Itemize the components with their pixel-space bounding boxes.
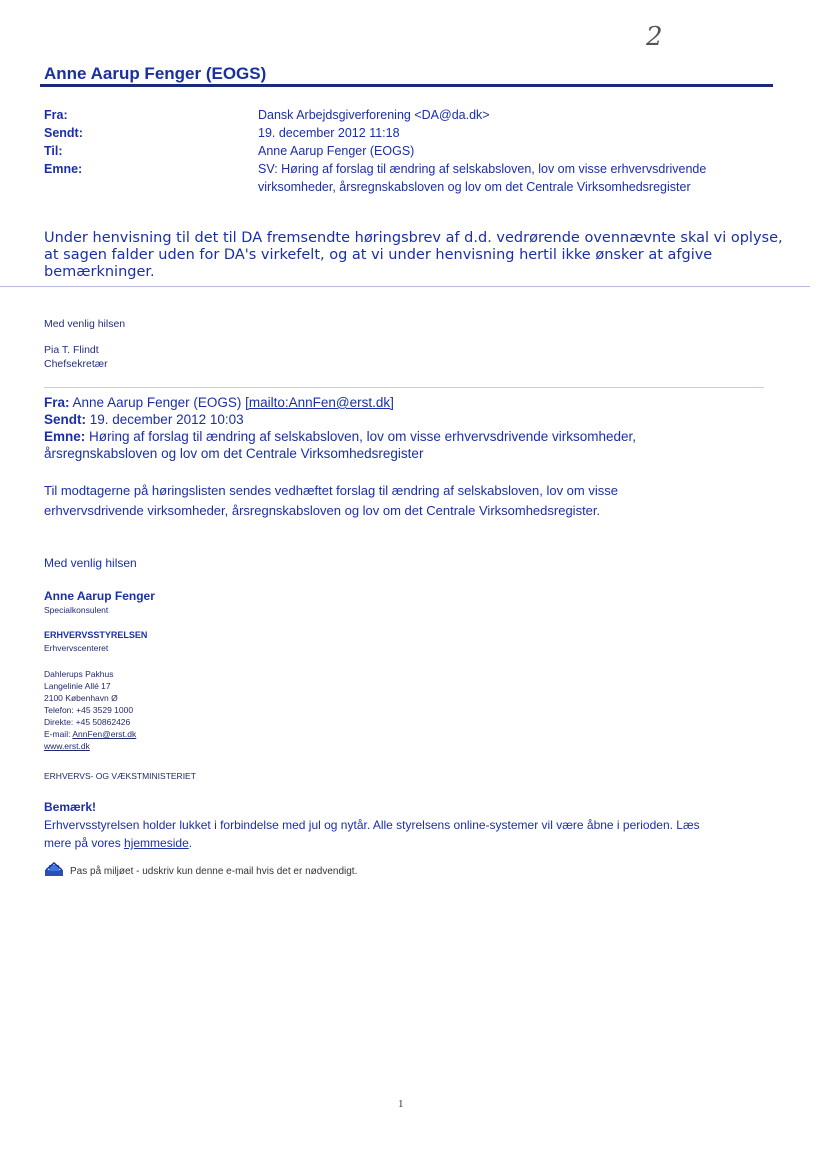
reply-signer-role: Chefsekretær bbox=[44, 358, 108, 370]
email-label: E-mail: bbox=[44, 729, 73, 739]
printer-icon bbox=[44, 862, 64, 881]
sent-label: Sendt: bbox=[44, 126, 83, 140]
ministry-name: ERHVERVS- OG VÆKSTMINISTERIET bbox=[44, 771, 196, 781]
phone-line: Telefon: +45 3529 1000 bbox=[44, 705, 134, 715]
sent-value: 19. december 2012 11:18 bbox=[258, 126, 400, 140]
from-label: Fra: bbox=[44, 108, 68, 122]
direct-line: Direkte: +45 50862426 bbox=[44, 717, 131, 727]
signature-name: Anne Aarup Fenger bbox=[44, 589, 155, 603]
reply-body bbox=[44, 230, 784, 281]
fwd-sent-label: Sendt: bbox=[44, 412, 86, 427]
fwd-subject-row bbox=[44, 428, 636, 445]
address-line-1: Dahlerups Pakhus bbox=[44, 669, 114, 679]
notice-line-1: Erhvervsstyrelsen holder lukket i forbindelse med jul og nytår. Alle styrelsens online-systemer vil være åbne i perioden. Læs bbox=[44, 818, 700, 832]
address-line-3: 2100 København Ø bbox=[44, 693, 118, 703]
signature-org: ERHVERVSSTYRELSEN bbox=[44, 630, 148, 640]
address-line-2: Langelinie Allé 17 bbox=[44, 681, 111, 691]
signature-dept: Erhvervscenteret bbox=[44, 643, 109, 653]
reply-line-1: Under henvisning til det til DA fremsendte høringsbrev af d.d. vedrørende ovennævnte skal vi oplyse, bbox=[44, 230, 783, 246]
website-link[interactable]: www.erst.dk bbox=[44, 741, 90, 751]
homepage-link[interactable]: hjemmeside bbox=[124, 836, 189, 850]
to-value: Anne Aarup Fenger (EOGS) bbox=[258, 144, 415, 158]
email-line bbox=[44, 728, 136, 740]
handwritten-page-mark: 2 bbox=[646, 22, 663, 52]
notice-line-2-suffix: . bbox=[188, 836, 193, 850]
reply-line-3: bemærkninger. bbox=[44, 264, 155, 280]
reply-signer-name: Pia T. Flindt bbox=[44, 344, 99, 356]
email-owner-name: Anne Aarup Fenger (EOGS) bbox=[44, 64, 267, 83]
eco-note bbox=[44, 862, 357, 881]
title-divider bbox=[40, 84, 773, 87]
fwd-sent-value: 19. december 2012 10:03 bbox=[89, 412, 244, 427]
email-link[interactable]: AnnFen@erst.dk bbox=[72, 729, 137, 739]
fwd-subject-line-1: Høring af forslag til ændring af selskabsloven, lov om visse erhvervsdrivende virksomheder, bbox=[89, 429, 637, 444]
page-number: 1 bbox=[398, 1098, 404, 1110]
reply-greeting: Med venlig hilsen bbox=[44, 318, 126, 330]
fwd-subject-line-2: årsregnskabsloven og lov om det Centrale Virksomhedsregister bbox=[44, 446, 424, 461]
fwd-body bbox=[44, 481, 744, 521]
from-value: Dansk Arbejdsgiverforening <DA@da.dk> bbox=[258, 108, 490, 122]
fwd-mailto-link[interactable]: [mailto:AnnFen@erst.dk] bbox=[245, 395, 394, 410]
notice-title: Bemærk! bbox=[44, 800, 97, 814]
subject-label: Emne: bbox=[44, 162, 83, 176]
fwd-body-line-1: Til modtagerne på høringslisten sendes vedhæftet forslag til ændring af selskabsloven, lov om visse bbox=[44, 483, 618, 498]
fwd-body-line-2: erhvervsdrivende virksomheder, årsregnskabsloven og lov om det Centrale Virksomhedsregister. bbox=[44, 503, 601, 518]
fwd-from-label: Fra: bbox=[44, 395, 70, 410]
fwd-from-row bbox=[44, 394, 394, 411]
to-label: Til: bbox=[44, 144, 63, 158]
forward-divider bbox=[44, 387, 764, 388]
fwd-from-value: Anne Aarup Fenger (EOGS) bbox=[72, 395, 242, 410]
eco-note-text: Pas på miljøet - udskriv kun denne e-mail hvis det er nødvendigt. bbox=[70, 866, 358, 877]
signature-address bbox=[44, 668, 136, 752]
subject-line-1: SV: Høring af forslag til ændring af selskabsloven, lov om visse erhvervsdrivende bbox=[258, 162, 707, 176]
fwd-greeting: Med venlig hilsen bbox=[44, 556, 137, 570]
subject-line-2: virksomheder, årsregnskabsloven og lov om det Centrale Virksomhedsregister bbox=[258, 180, 691, 194]
notice-line-2 bbox=[44, 834, 764, 852]
signature-title: Specialkonsulent bbox=[44, 605, 109, 615]
reply-line-2: at sagen falder uden for DA's virkefelt, og at vi under henvisning hertil ikke ønsker at afgive bbox=[44, 247, 713, 263]
fwd-subject-label: Emne: bbox=[44, 429, 86, 444]
notice-body bbox=[44, 816, 764, 852]
notice-line-2-prefix: mere på vores bbox=[44, 836, 125, 850]
reply-divider bbox=[0, 286, 810, 287]
fwd-sent-row bbox=[44, 411, 244, 428]
